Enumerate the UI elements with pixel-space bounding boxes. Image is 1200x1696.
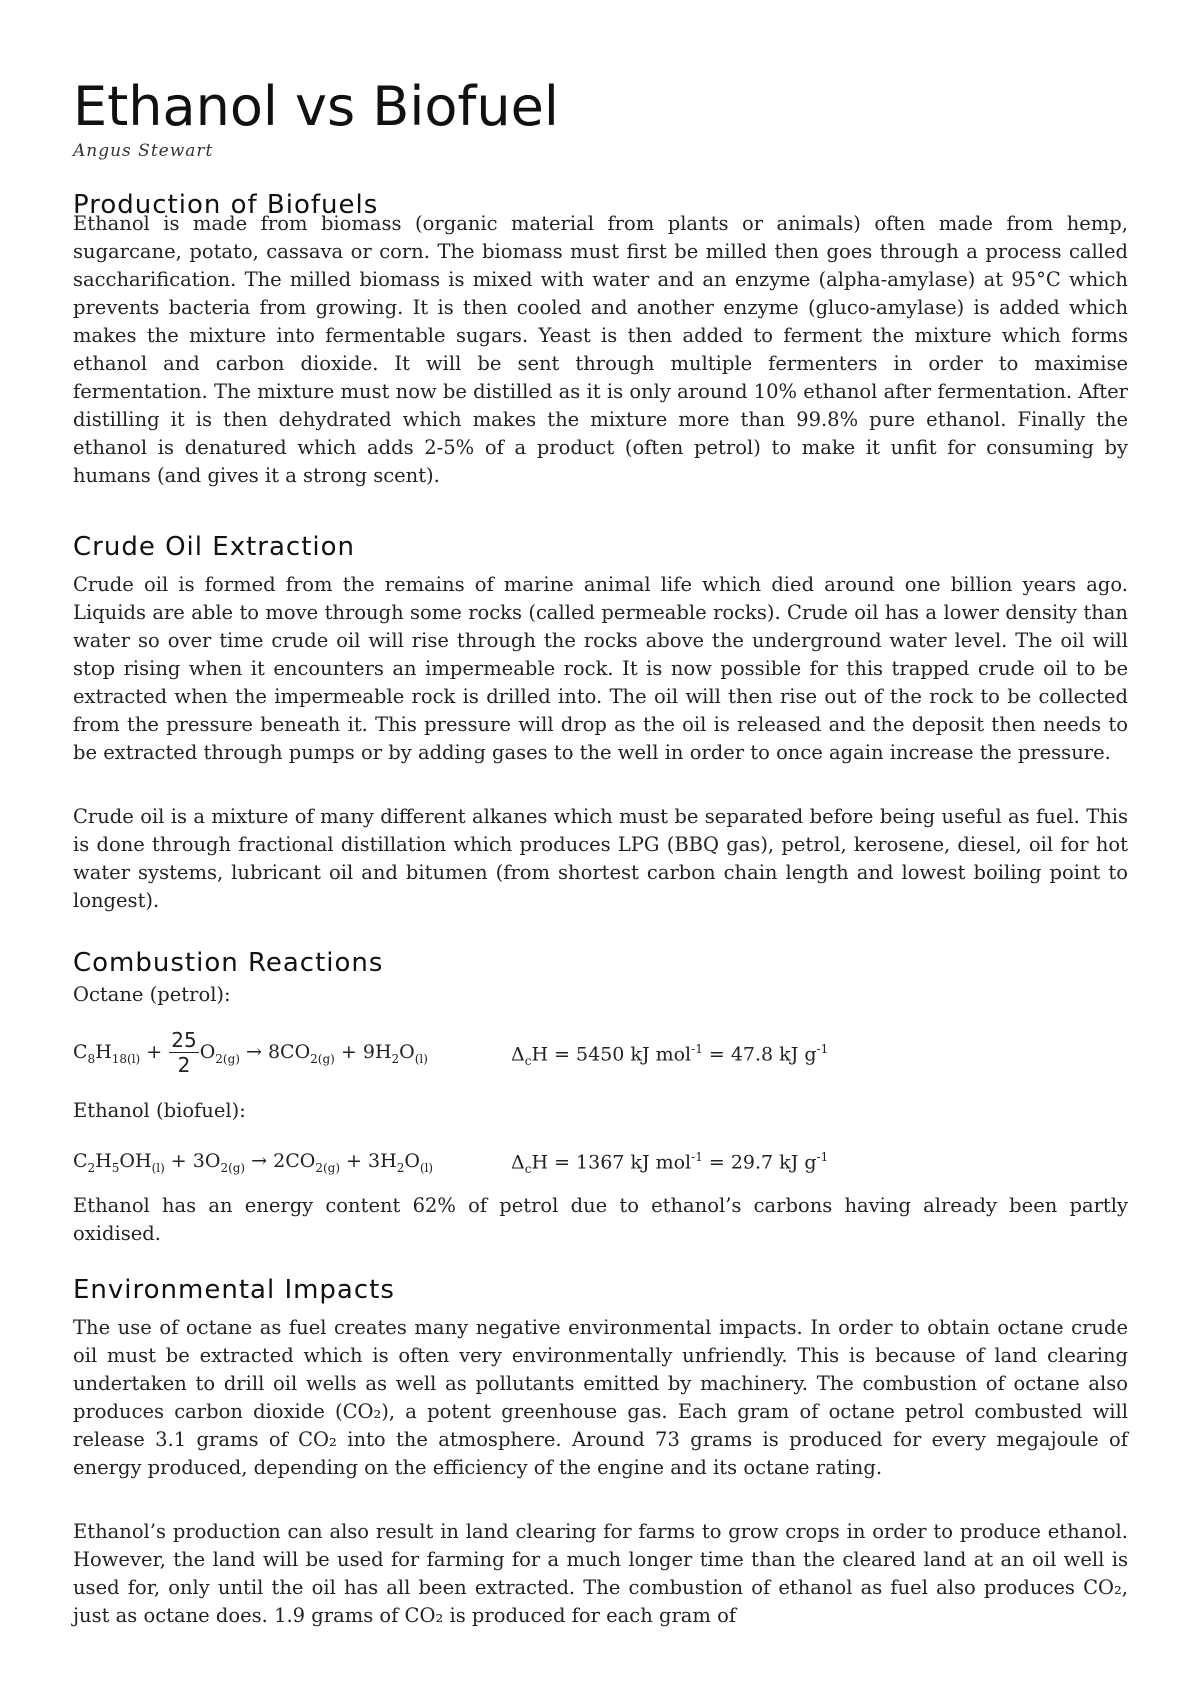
section-heading-production: Production of Biofuels — [73, 190, 379, 220]
octane-enthalpy: $\Delta_cH = 5450$ kJ mol$^{-1}$ = 47.8 kJ $g^{-1}$ — [511, 1042, 829, 1069]
energy-content-note: Ethanol has an energy content 62% of petrol due to ethanol’s carbons having already been partly oxidised. — [73, 1194, 1128, 1245]
octane-equation — [73, 1028, 829, 1077]
octane-products: $O_{2(g)} \to 8CO_{2(g)} + 9H_2O_{(l)}$ — [199, 1040, 428, 1066]
crude-oil-paragraph-1: Crude oil is formed from the remains of marine animal life which died around one billion years ago. Liquids are able to move through some rocks (called permeable rocks). Crude oil has a lower density than water so over time crude oil will rise through the rocks above the underground water level. The oil will stop rising when it encounters an impermeable rock. It is now possible for this trapped crude oil to be extracted when the impermeable rock is drilled into. The oil will then rise out of the rock to be collected from the pressure beneath it. This pressure will drop as the oil is released and the deposit then needs to be extracted through pumps or by adding gases to the well in order to once again increase the pressure. — [73, 573, 1128, 764]
section-heading-environment: Environmental Impacts — [73, 1275, 395, 1305]
ethanol-reaction: $C_2H_5OH_{(l)} + 3O_{2(g)} \to 2CO_{2(g)} + 3H_2O_{(l)}$ — [73, 1150, 434, 1175]
ethanol-enthalpy: $\Delta_cH = 1367$ kJ mol$^{-1}$ = 29.7 kJ $g^{-1}$ — [511, 1150, 829, 1177]
crude-oil-paragraph-2: Crude oil is a mixture of many different alkanes which must be separated before being useful as fuel. This is done through fractional distillation which produces LPG (BBQ gas), petrol, kerosene, diesel, oil for hot water systems, lubricant oil and bitumen (from shortest carbon chain length and lowest boiling point to longest). — [73, 805, 1128, 912]
section-heading-combustion: Combustion Reactions — [73, 948, 384, 978]
ethanol-equation — [73, 1150, 829, 1177]
environment-paragraph-2: Ethanol’s production can also result in land clearing for farms to grow crops in order to produce ethanol. However, the land will be used for farming for a much longer time than the cleared land at an oil well is used for, only until the oil has all been extracted. The combustion of ethanol as fuel also produces CO₂, just as octane does. 1.9 grams of CO₂ is produced for each gram of — [73, 1520, 1128, 1627]
author-name: Angus Stewart — [73, 141, 214, 161]
section-heading-crude-oil: Crude Oil Extraction — [73, 532, 355, 562]
octane-fraction: $\frac{25}{2}$ — [171, 1028, 197, 1077]
octane-label: Octane (petrol): — [73, 983, 231, 1006]
document-title: Ethanol vs Biofuel — [73, 75, 559, 138]
production-paragraph: Ethanol is made from biomass (organic material from plants or animals) often made from hemp, sugarcane, potato, cassava or corn. The biomass must first be milled then goes through a process called saccharification. The milled biomass is mixed with water and an enzyme (alpha-amylase) at 95°C which prevents bacteria from growing. It is then cooled and another enzyme (gluco-amylase) is added which makes the mixture into fermentable sugars. Yeast is then added to ferment the mixture which forms ethanol and carbon dioxide. It will be sent through multiple fermenters in order to maximise fermentation. The mixture must now be distilled as it is only around 10% ethanol after fermentation. After distilling it is then dehydrated which makes the mixture more than 99.8% pure ethanol. Finally the ethanol is denatured which adds 2-5% of a product (often petrol) to make it unfit for consuming by humans (and gives it a strong scent). — [73, 212, 1128, 487]
octane-reactant: $C_8H_{18(l)}$ + — [73, 1040, 169, 1066]
ethanol-label: Ethanol (biofuel): — [73, 1099, 246, 1122]
environment-paragraph-1: The use of octane as fuel creates many negative environmental impacts. In order to obtain octane crude oil must be extracted which is often very environmentally unfriendly. This is because of land clearing undertaken to drill oil wells as well as pollutants emitted by machinery. The combustion of octane also produces carbon dioxide (CO₂), a potent greenhouse gas. Each gram of octane petrol combusted will release 3.1 grams of CO₂ into the atmosphere. Around 73 grams is produced for every megajoule of energy produced, depending on the efficiency of the engine and its octane rating. — [73, 1316, 1128, 1479]
